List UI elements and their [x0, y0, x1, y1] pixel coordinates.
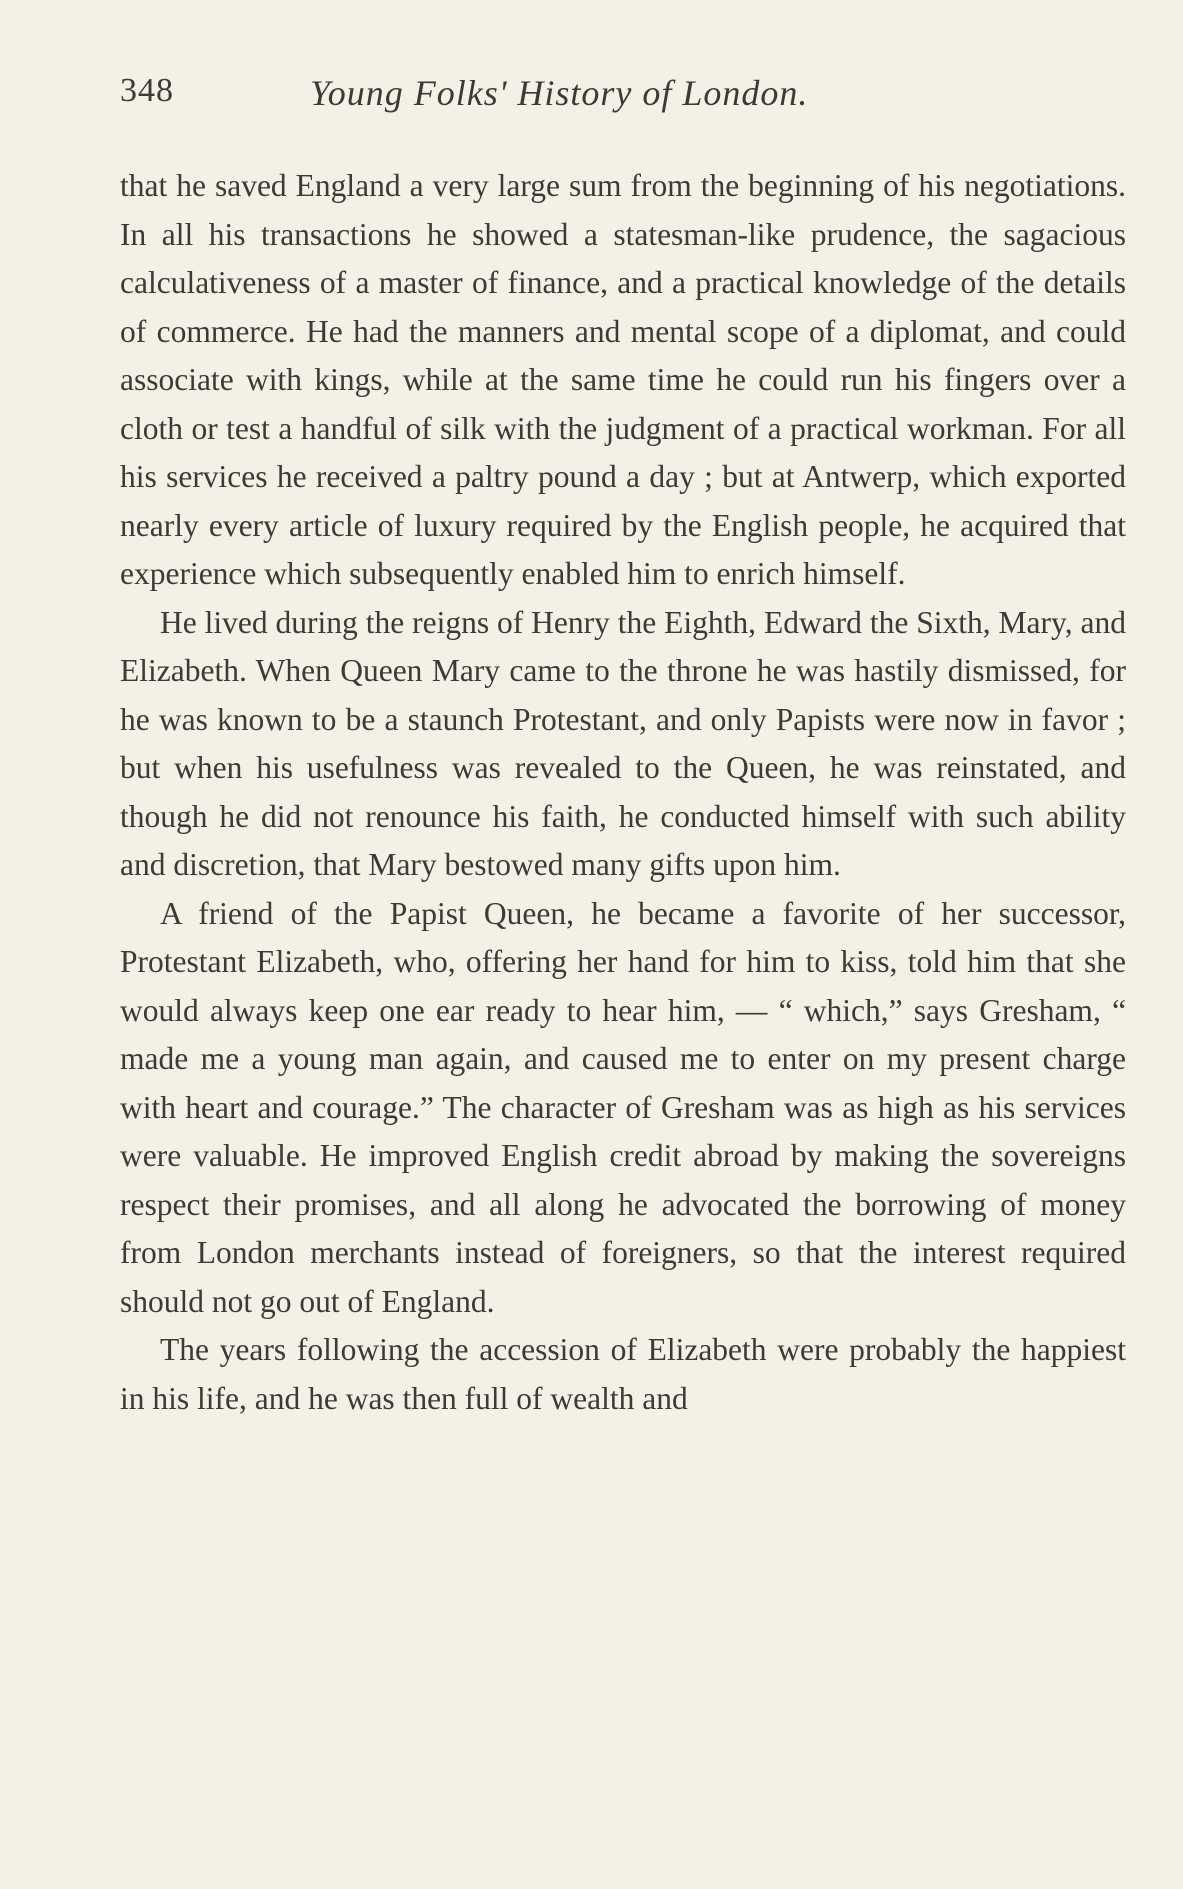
page-number: 348 [120, 72, 174, 109]
paragraph-4: The years following the accession of Elizabeth were probably the happiest in his life, and he was then full of wealth and [120, 1332, 1126, 1416]
page-header [120, 72, 1130, 132]
body-text [120, 162, 1126, 1423]
paragraph-3: A friend of the Papist Queen, he became a favorite of her successor, Protestant Elizabeth, who, offering her hand for him to kiss, told him that she would always keep one ear ready to hear him, — “ which,” says Gresham, “ made me a young man again, and caused me to enter on my present charge with heart and courage.” The character of Gresham was as high as his services were valuable. He improved English credit abroad by making the sovereigns respect their promises, and all along he advocated the borrowing of money from London merchants instead of foreigners, so that the interest required should not go out of England. [120, 895, 1126, 1319]
paragraph-2: He lived during the reigns of Henry the Eighth, Edward the Sixth, Mary, and Elizabeth. When Queen Mary came to the throne he was hastily dismissed, for he was known to be a staunch Protestant, and only Papists were now in favor ; but when his usefulness was revealed to the Queen, he was reinstated, and though he did not renounce his faith, he conducted himself with such ability and discretion, that Mary bestowed many gifts upon him. [120, 604, 1126, 882]
running-title: Young Folks' History of London. [310, 73, 809, 113]
paragraph-1: that he saved England a very large sum from the beginning of his negotiations. In all his transactions he showed a statesman-like prudence, the sagacious calculativeness of a master of finance, and a practical knowledge of the details of commerce. He had the manners and mental scope of a diplomat, and could associate with kings, while at the same time he could run his fingers over a cloth or test a handful of silk with the judgment of a practical workman. For all his services he received a paltry pound a day ; but at Antwerp, which exported nearly every article of luxury required by the English people, he acquired that experience which subsequently enabled him to enrich himself. [120, 168, 1126, 591]
